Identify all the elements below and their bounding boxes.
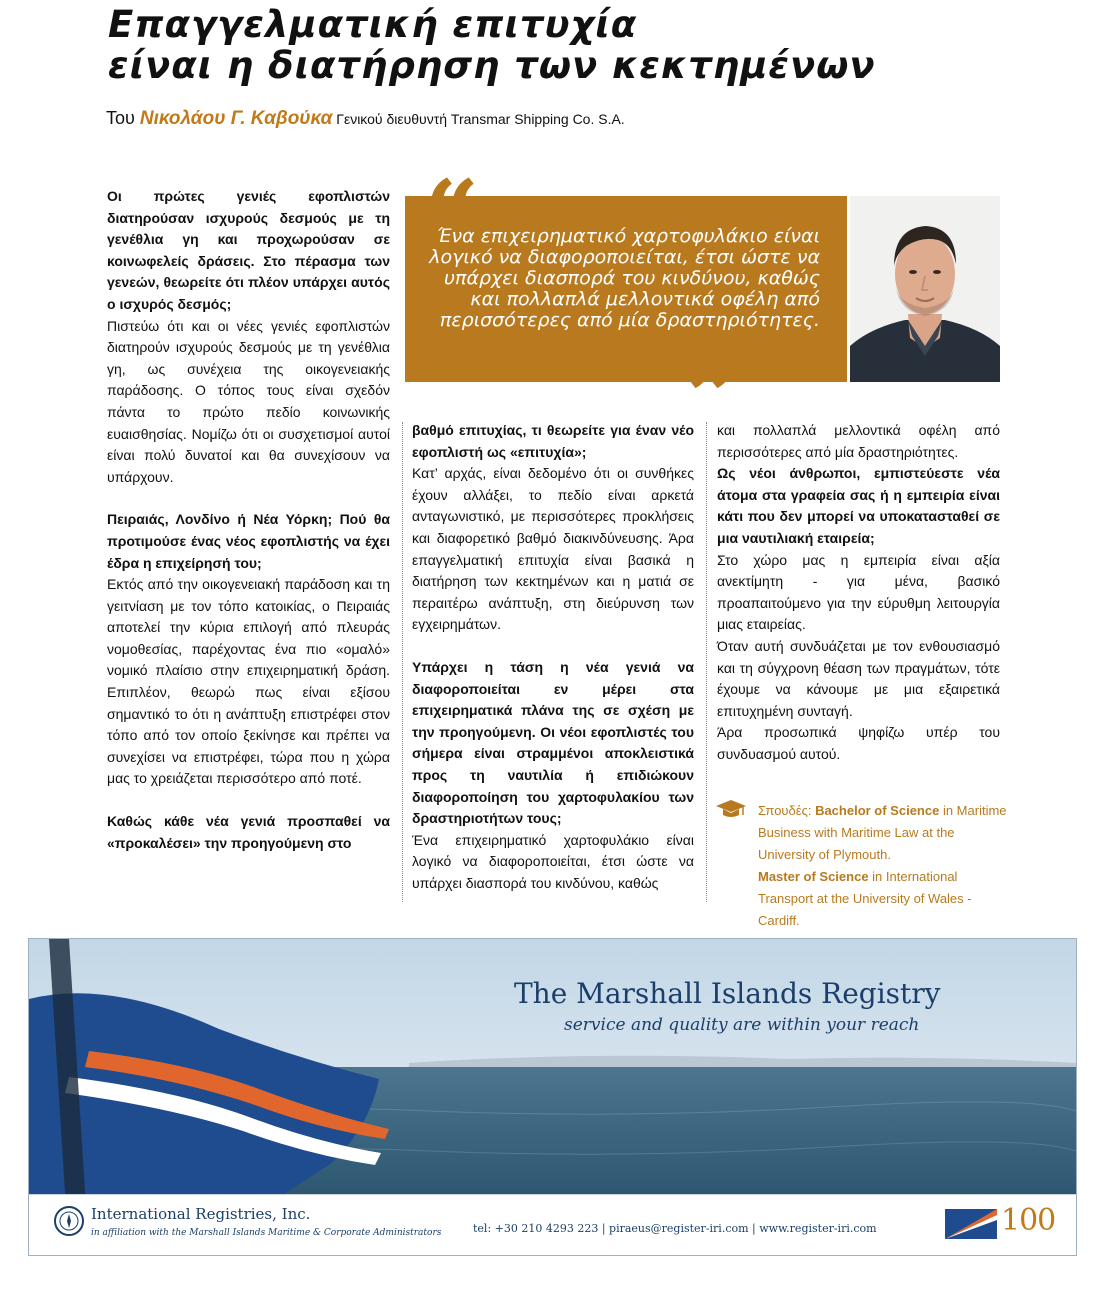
column-2 xyxy=(412,420,694,894)
answer-4: Ένα επιχειρηματικό χαρτοφυλάκιο είναι λογικό να διαφοροποιείται, έτσι ώστε να υπάρχει διασπορά του κινδύνου, καθώς xyxy=(412,831,694,891)
article-title xyxy=(108,4,876,86)
education-bio xyxy=(758,800,1008,932)
marshall-islands-flag-icon xyxy=(945,1209,997,1239)
answer-2: Εκτός από την οικογενειακή παράδοση και τη γειτνίαση με τον τόπο κατοικίας, ο Πειραιάς αποτελεί την κύρια επιλογή από πλευράς νομοθεσίας, παρέχοντας ένα πιο «ομαλό» νομικό πλαίσιο στην επιχειρηματική δράση. Επιπλέον, θεωρώ πως είναι εξίσου σημαντικό το ότι η ανάπτυξη επιστρέφει στον τόπο από τον οποίο ξεκίνησε και πρέπει να συνεχίσει να επιστρέφει, τώρα που η χώρα μας το χρειάζεται περισσότερο από ποτέ. xyxy=(107,576,390,787)
ad-affiliation: in affiliation with the Marshall Islands Maritime & Corporate Administrators xyxy=(91,1228,442,1238)
answer-5-part-3: Άρα προσωπικά ψηφίζω υπέρ του συνδυασμού αυτού. xyxy=(717,724,1000,762)
byline xyxy=(106,108,625,130)
marshall-islands-registry-ad[interactable] xyxy=(28,938,1077,1256)
answer-1: Πιστεύω ότι και οι νέες γενιές εφοπλιστών διατηρούν ισχυρούς δεσμούς με τη γενέθλια γη, ως συνέχεια της οικογενειακής παράδοσης. Ο τόπος τους είναι σχεδόν πάντα το πρώτο πεδίο κοινωνικής ευαισθησίας. Νομίζω ότι οι συσχετισμοί αυτοί είναι πολύ δυνατοί και θα συνεχίσουν να υπάρχουν. xyxy=(107,317,390,485)
question-4: Υπάρχει η τάση η νέα γενιά να διαφοροποιείται εν μέρει στα επιχειρηματικά πλάνα της σε σχέση με την προηγούμενη. Οι νέοι εφοπλιστές του σήμερα είναι στραμμένοι αποκλειστικά προς τη ναυτιλία ή επιδιώκουν διαφοροποίηση του χαρτοφυλακίου των δραστηριοτήτων τους; xyxy=(412,658,694,827)
title-line-1: Επαγγελματική επιτυχία xyxy=(108,3,638,46)
answer-4-continued: και πολλαπλά μελλοντικά οφέλη από περισσότερες από μία δραστηριότητες. xyxy=(717,422,1000,460)
ad-footer xyxy=(29,1194,1076,1255)
title-line-2: είναι η διατήρηση των κεκτημένων xyxy=(108,44,876,87)
open-quote-icon: “ xyxy=(424,159,480,272)
question-2: Πειραιάς, Λονδίνο ή Νέα Υόρκη; Πού θα προτιμούσε ένας νέος εφοπλιστής να έχει έδρα η επιχείρησή του; xyxy=(107,511,390,571)
bio-degree-2-details: in International Transport at the University of Wales - Cardiff. xyxy=(758,869,972,928)
bio-degree-1-details: in Maritime Business with Maritime Law at the University of Plymouth. xyxy=(758,803,1007,862)
author-name: Νικολάου Γ. Καβούκα xyxy=(139,108,333,129)
question-3: Καθώς κάθε νέα γενιά προσπαθεί να «προκαλέσει» την προηγούμενη στο xyxy=(107,813,390,851)
close-quote-icon: ” xyxy=(686,341,742,454)
question-5: Ως νέοι άνθρωποι, εμπιστεύεστε νέα άτομα στα γραφεία σας ή η εμπειρία είναι κάτι που δεν μπορεί να υποκατασταθεί σε μια ναυτιλιακή εταιρεία; xyxy=(717,465,1000,546)
bio-degree-1: Bachelor of Science xyxy=(815,803,940,818)
author-role: Γενικού διευθυντή Transmar Shipping Co. S.A. xyxy=(332,111,625,127)
answer-5-part-1: Στο χώρο μας η εμπειρία είναι αξία ανεκτίμητη - για μένα, βασικό προαπαιτούμενο για την εύρυθμη λειτουργία μιας εταιρείας. xyxy=(717,551,1000,633)
answer-3: Κατ’ αρχάς, είναι δεδομένο ότι οι συνθήκες έχουν αλλάξει, το πεδίο είναι αρκετά ανταγωνιστικό, με περισσότερες προκλήσεις και διαφορετικό βαθμό διακινδύνευσης. Άρα επαγγελματική επιτυχία είναι βασικά η διατήρηση των κεκτημένων και η ματιά σε περαιτέρω ανάπτυξη, στη διεύρυνση των εγχειρημάτων. xyxy=(412,465,694,633)
byline-prefix: Του xyxy=(106,108,140,128)
portrait-illustration xyxy=(850,196,1000,382)
pullquote-text: Ένα επιχειρηματικό χαρτοφυλάκιο είναι λογικό να διαφοροποιείται, έτσι ώστε να υπάρχει διασπορά του κινδύνου, καθώς και πολλαπλά μελλοντικά οφέλη από περισσότερες από μία δραστηριότητες. xyxy=(429,225,820,331)
column-1 xyxy=(107,186,390,854)
question-1: Οι πρώτες γενιές εφοπλιστών διατηρούσαν ισχυρούς δεσμούς με τη γενέθλια γη και προχωρούσαν σε κοινωφελείς δράσεις. Στο πέρασμα των γενεών, θεωρείτε ότι πλέον υπάρχει αυτός ο ισχυρός δεσμός; xyxy=(107,188,390,312)
graduation-cap-icon xyxy=(715,798,747,825)
question-3-continued: βαθμό επιτυχίας, τι θεωρείτε για έναν νέο εφοπλιστή ως «επιτυχία»; xyxy=(412,422,694,460)
column-divider-2 xyxy=(706,422,708,902)
author-photo xyxy=(850,196,1000,382)
bio-label: Σπουδές: xyxy=(758,803,816,818)
anniversary-badge: 100 xyxy=(1001,1203,1056,1238)
ad-tagline: service and quality are within your reach xyxy=(564,1015,920,1035)
ad-title: The Marshall Islands Registry xyxy=(514,977,941,1010)
answer-5-part-2: Όταν αυτή συνδυάζεται με τον ενθουσιασμό και τη σύγχρονη θέαση των πραγμάτων, τότε έχουμε να κάνουμε με μια εξαιρετικά επιτυχημένη συνταγή. xyxy=(717,637,1000,719)
column-divider-1 xyxy=(402,422,404,902)
bio-degree-2: Master of Science xyxy=(758,869,869,884)
column-3 xyxy=(717,420,1000,766)
ad-contact-info[interactable]: tel: +30 210 4293 223 | piraeus@register-iri.com | www.register-iri.com xyxy=(473,1222,877,1235)
registry-seal-icon xyxy=(53,1205,85,1237)
ad-company-name: International Registries, Inc. xyxy=(91,1205,311,1223)
